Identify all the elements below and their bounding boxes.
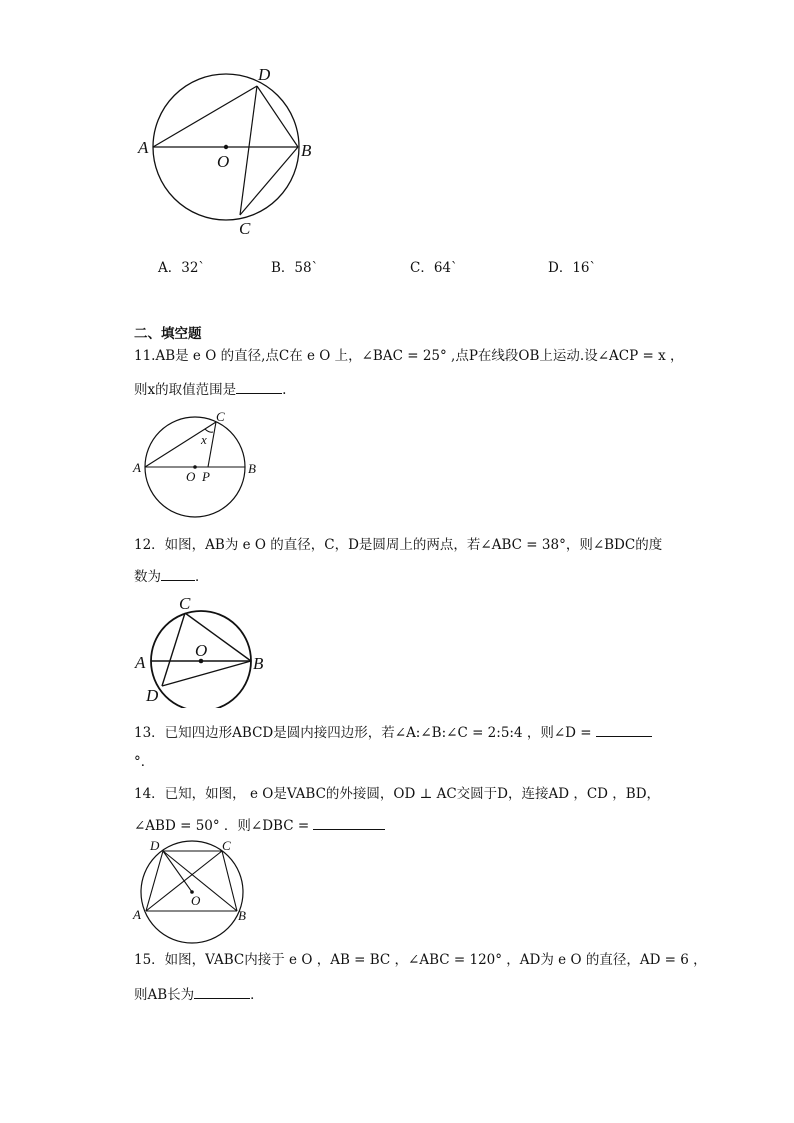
option-b[interactable] [271, 256, 318, 276]
label-b: B [238, 908, 246, 923]
q15-prompt: 则AB长为 [134, 987, 195, 1003]
label-a: A [133, 907, 141, 922]
center-point [224, 145, 228, 149]
answer-blank-q15[interactable] [194, 984, 250, 999]
figure-q14-circle [128, 835, 258, 947]
option-d[interactable] [548, 256, 596, 276]
label-b: B [301, 141, 312, 160]
label-o: O [186, 469, 196, 484]
label-a: A [133, 460, 141, 475]
q12-line1: 12．如图，AB为 e O 的直径，C，D是圆周上的两点，若∠ABC = 38°，则∠BDC的度 [134, 537, 663, 553]
label-b: B [248, 461, 256, 476]
option-value: 16` [572, 260, 597, 276]
q15-line1: 15．如图，VABC内接于 e O ，AB = BC ，∠ABC = 120° ，AD为 e O 的直径，AD = 6 ， [134, 952, 707, 968]
answer-blank-q13[interactable] [596, 722, 652, 737]
q11-end: . [282, 382, 287, 398]
figure-q11-circle [130, 405, 270, 520]
label-a: A [135, 653, 146, 672]
label-d: D [258, 65, 271, 84]
segment-cb [240, 147, 298, 215]
section-title: 二、填空题 [134, 326, 202, 342]
label-p: P [202, 469, 210, 484]
option-value: 32` [181, 260, 206, 276]
label-d: D [150, 838, 160, 853]
q11-line1: 11.AB是 e O 的直径,点C在 e O 上，∠BAC = 25° ,点P在线段OB上运动.设∠ACP = x ， [134, 348, 684, 364]
q11-line2 [134, 379, 286, 400]
figure-q12-circle [130, 590, 275, 708]
segment-ad [153, 86, 257, 147]
label-c: C [239, 219, 251, 238]
segment-ad [146, 851, 163, 911]
option-value: 58` [294, 260, 319, 276]
q14-line2 [134, 815, 385, 836]
label-b: B [253, 654, 264, 673]
option-letter: A． [158, 260, 182, 276]
label-o: O [191, 893, 201, 908]
q15-end: ． [250, 987, 264, 1003]
q11-prompt: 则x的取值范围是 [134, 382, 237, 398]
q14-line1: 14．已知，如图， e O是VABC的外接圆，OD ⊥ AC交圆于D，连接AD ，CD ，BD， [134, 786, 661, 802]
q15-line2 [134, 984, 264, 1005]
answer-blank-q12[interactable] [161, 566, 195, 581]
q12-end: ． [195, 569, 209, 585]
figure-q10-circle [130, 60, 330, 245]
option-letter: D． [548, 260, 573, 276]
label-o: O [195, 641, 208, 660]
label-c: C [179, 594, 191, 613]
segment-cp [208, 422, 216, 467]
q13-line2: °． [134, 754, 155, 770]
label-d: D [146, 686, 159, 705]
label-x: x [201, 432, 207, 447]
segment-db [162, 661, 251, 686]
answer-blank-q11[interactable] [236, 379, 282, 394]
segment-cd [162, 613, 185, 686]
option-a[interactable] [158, 256, 205, 276]
label-a: A [138, 138, 149, 157]
option-c[interactable] [410, 256, 458, 276]
option-letter: B． [271, 260, 295, 276]
answer-blank-q14[interactable] [313, 815, 385, 830]
label-o: O [217, 152, 230, 171]
q14-prompt: ∠ABD = 50° ．则∠DBC = [134, 818, 310, 834]
label-c: C [216, 409, 225, 424]
q13-prompt: 13．已知四边形ABCD是圆内接四边形，若∠A:∠B:∠C = 2:5:4 ，则∠D = [134, 725, 592, 741]
q12-prompt: 数为 [134, 569, 161, 585]
label-c: C [222, 838, 231, 853]
option-letter: C． [410, 260, 434, 276]
option-value: 64` [433, 260, 458, 276]
segment-dc [240, 86, 257, 215]
segment-bc [222, 851, 237, 911]
q12-line2 [134, 566, 209, 587]
q13-line1 [134, 722, 652, 743]
